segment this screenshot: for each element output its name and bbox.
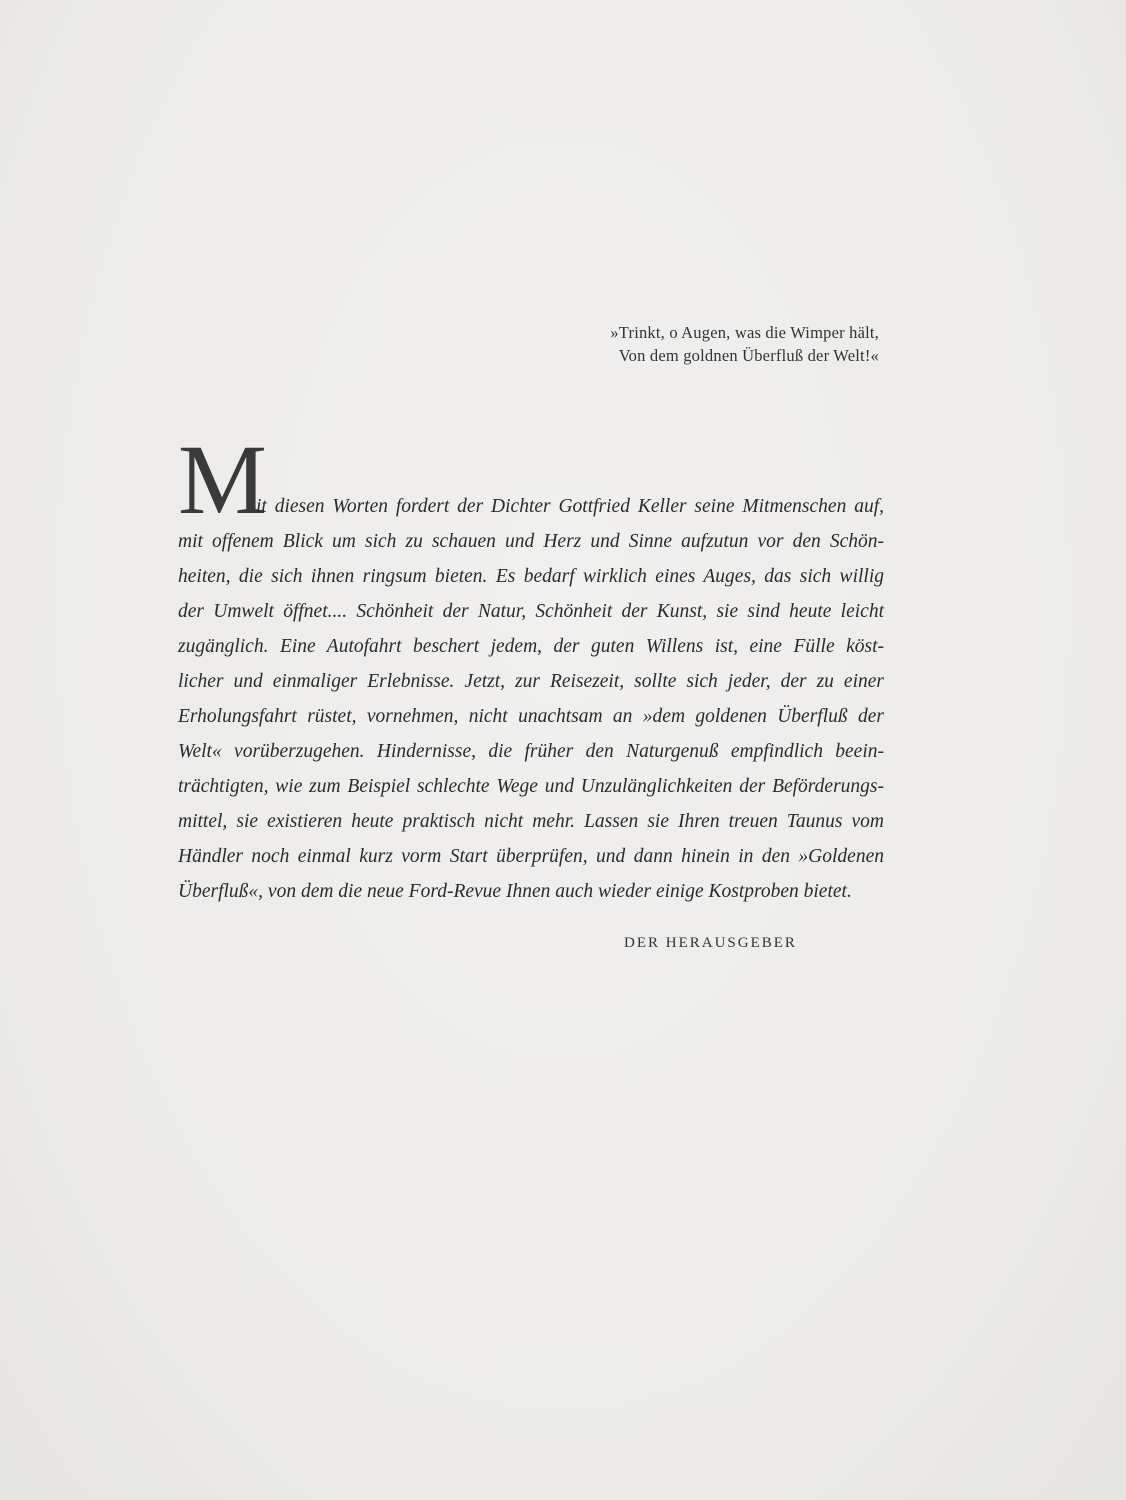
signature: DER HERAUSGEBER	[624, 935, 797, 951]
article-line: mit offenem Blick um sich zu schauen und Herz und Sinne aufzutun vor den Schön-	[178, 531, 884, 552]
epigraph-line-2: Von dem goldnen Überfluß der Welt!«	[618, 346, 879, 365]
epigraph-line-1: »Trinkt, o Augen, was die Wimper hält,	[610, 323, 879, 342]
article-line: Überfluß«, von dem die neue Ford-Revue Ihnen auch wieder einige Kostproben bietet.	[178, 881, 852, 902]
article-line: zugänglich. Eine Autofahrt beschert jedem, der guten Willens ist, eine Fülle köst-	[178, 636, 884, 657]
article-line: Erholungsfahrt rüstet, vornehmen, nicht unachtsam an »dem goldenen Überfluß der	[178, 706, 884, 727]
article-line: Händler noch einmal kurz vorm Start überprüfen, und dann hinein in den »Goldenen	[178, 846, 884, 867]
article-line: mittel, sie existieren heute praktisch nicht mehr. Lassen sie Ihren treuen Taunus vom	[178, 811, 884, 832]
article-line: Welt« vorüberzugehen. Hindernisse, die früher den Naturgenuß empfindlich beein-	[178, 741, 884, 762]
article-line: heiten, die sich ihnen ringsum bieten. Es bedarf wirklich eines Auges, das sich willig	[178, 566, 884, 587]
article-line: it diesen Worten fordert der Dichter Gottfried Keller seine Mitmenschen auf,	[256, 496, 884, 517]
article-line: licher und einmaliger Erlebnisse. Jetzt, zur Reisezeit, sollte sich jeder, der zu einer	[178, 671, 884, 692]
article-line: trächtigten, wie zum Beispiel schlechte Wege und Unzulänglichkeiten der Beförderungs-	[178, 776, 884, 797]
article-line: der Umwelt öffnet.... Schönheit der Natur, Schönheit der Kunst, sie sind heute leicht	[178, 601, 884, 622]
drop-cap: M	[178, 424, 267, 535]
epigraph-quote	[610, 321, 879, 367]
